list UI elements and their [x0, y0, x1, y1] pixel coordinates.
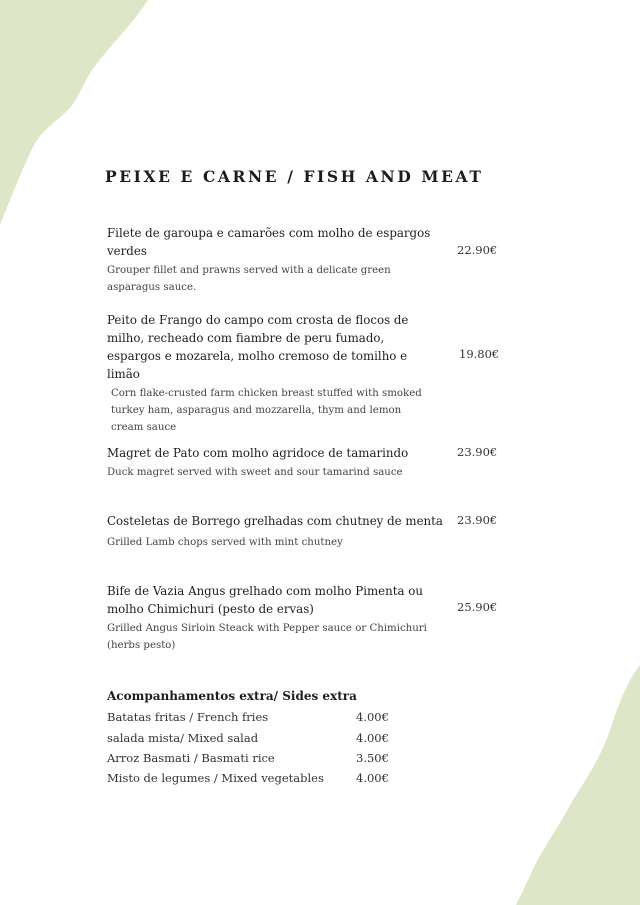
side-name: Arroz Basmati / Basmati rice — [107, 751, 275, 765]
dish-description: Corn flake-crusted farm chicken breast stuffed with smoked turkey ham, asparagus and mozzarella, thym and lemon cream sauce — [111, 388, 422, 433]
menu-item-duck — [107, 444, 447, 481]
side-item — [107, 710, 407, 728]
dish-price: 25.90€ — [457, 600, 498, 614]
bottom-right-decorative-shape — [500, 660, 640, 905]
side-item — [107, 731, 407, 749]
dish-description: Grouper fillet and prawns served with a delicate green asparagus sauce. — [107, 265, 391, 293]
dish-name: Filete de garoupa e camarões com molho de espargos verdes — [107, 226, 431, 258]
top-left-decorative-shape — [0, 0, 150, 230]
dish-name: Bife de Vazia Angus grelhado com molho Pimenta ou molho Chimichuri (pesto de ervas) — [107, 584, 423, 616]
dish-description: Duck magret served with sweet and sour tamarind sauce — [107, 467, 403, 478]
side-name: Batatas fritas / French fries — [107, 710, 269, 724]
side-price: 4.00€ — [356, 710, 389, 724]
dish-price: 23.90€ — [457, 513, 498, 527]
dish-description: Grilled Angus Sirloin Steack with Pepper sauce or Chimichuri (herbs pesto) — [107, 623, 427, 651]
dish-price: 19.80€ — [459, 347, 500, 361]
dish-name: Costeletas de Borrego grelhadas com chutney de menta — [107, 514, 443, 528]
side-item — [107, 771, 407, 789]
side-price: 3.50€ — [356, 751, 389, 765]
side-item — [107, 751, 407, 769]
side-name: salada mista/ Mixed salad — [107, 731, 259, 745]
dish-name: Peito de Frango do campo com crosta de flocos de milho, recheado com fiambre de peru fumado, espargos e mozarela, molho cremoso de tomilho e limão — [107, 313, 409, 381]
side-price: 4.00€ — [356, 771, 389, 785]
dish-name: Magret de Pato com molho agridoce de tamarindo — [107, 446, 409, 460]
section-title: PEIXE E CARNE / FISH AND MEAT — [105, 167, 484, 186]
menu-item-grouper — [107, 224, 447, 296]
dish-description: Grilled Lamb chops served with mint chutney — [107, 537, 343, 548]
menu-item-chicken — [107, 311, 437, 436]
menu-item-angus — [107, 582, 427, 654]
dish-price: 23.90€ — [457, 445, 498, 459]
side-name: Misto de legumes / Mixed vegetables — [107, 771, 324, 785]
side-price: 4.00€ — [356, 731, 389, 745]
menu-item-lamb — [107, 512, 447, 551]
dish-price: 22.90€ — [457, 243, 498, 257]
sides-title: Acompanhamentos extra/ Sides extra — [107, 689, 357, 703]
